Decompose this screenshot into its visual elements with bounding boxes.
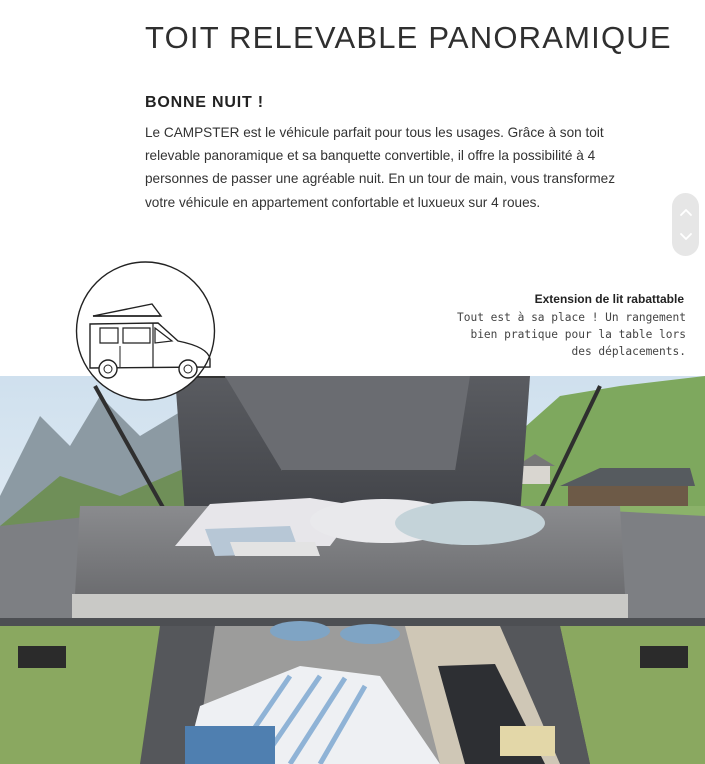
callout-text: Tout est à sa place ! Un rangement bien pratique pour la table lors des déplacements. [456,311,686,358]
chevron-down-icon [679,232,693,242]
van-pictogram-icon [60,261,231,401]
callout-title: Extension de lit rabattable [534,292,684,306]
scroll-down-button[interactable] [676,227,696,247]
section-heading: BONNE NUIT ! [145,94,264,111]
scroll-up-button[interactable] [676,202,696,222]
page-title: TOIT RELEVABLE PANORAMIQUE [145,20,672,55]
body-paragraph: Le CAMPSTER est le véhicule parfait pour tous les usages. Grâce à son toit relevable panoramique et sa banquette convertible, il offre la possibilité à 4 personnes de passer une agréable nuit. En un tour de main, vous transformez votre véhicule en appartement confortable et luxueux sur 4 roues. [145,125,616,210]
chevron-up-icon [679,207,693,217]
scroll-control[interactable] [672,193,699,256]
interior-photo [0,376,705,764]
